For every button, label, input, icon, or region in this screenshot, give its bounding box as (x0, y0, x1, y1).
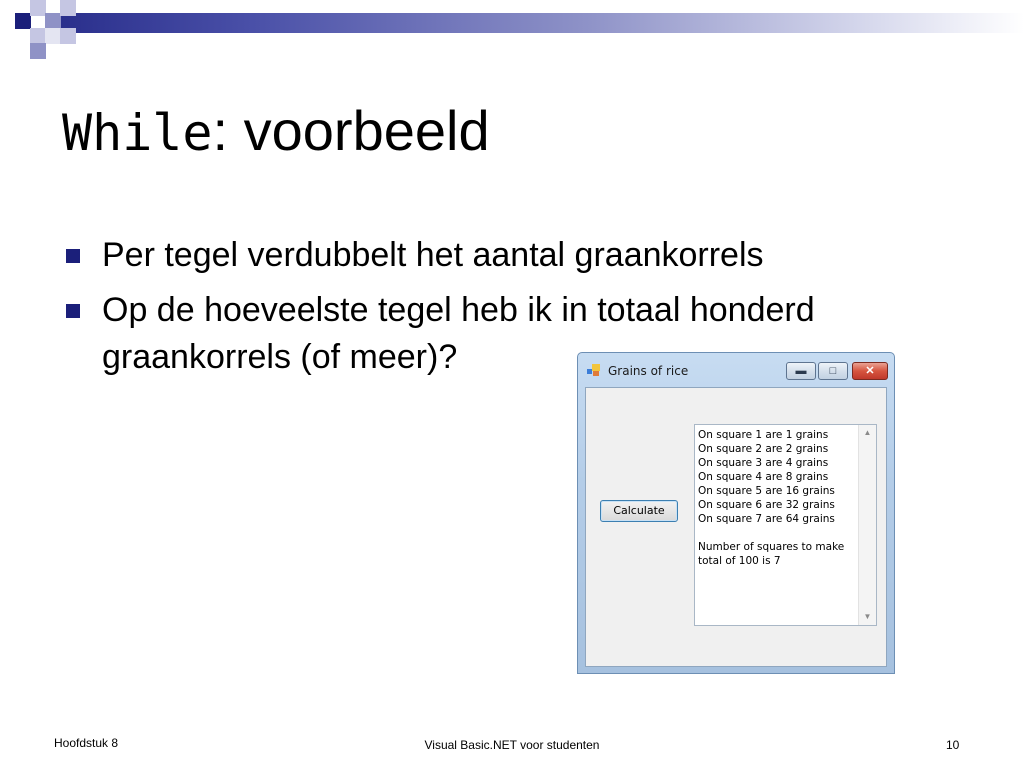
bullet-text: Per tegel verdubbelt het aantal graankorrels (102, 236, 764, 274)
list-item: On square 7 are 64 grains (698, 513, 835, 525)
list-item: total of 100 is 7 (698, 555, 781, 567)
window-title: Grains of rice (608, 364, 689, 378)
header-decoration (0, 0, 1024, 62)
deco-square (60, 0, 76, 16)
minimize-button[interactable] (786, 362, 816, 380)
bullet-text: Op de hoeveelste tegel heb ik in totaal honderd graankorrels (of meer)? (102, 291, 815, 376)
results-listbox[interactable] (694, 424, 877, 626)
results-lines (698, 428, 858, 568)
close-button[interactable] (852, 362, 888, 380)
footer-page-number: 10 (946, 738, 960, 752)
grains-of-rice-window (577, 352, 895, 674)
scroll-up-arrow-icon[interactable]: ▲ (863, 428, 872, 437)
deco-square (45, 13, 61, 29)
deco-square (0, 0, 16, 16)
title-text: : voorbeeld (212, 99, 490, 162)
bullet-square-icon (66, 304, 80, 318)
list-item: On square 2 are 2 grains (698, 443, 829, 455)
maximize-button[interactable] (818, 362, 848, 380)
window-client-area (585, 387, 887, 667)
list-item (698, 526, 858, 540)
deco-square (60, 28, 76, 44)
list-item: On square 3 are 4 grains (698, 457, 829, 469)
slide-title (62, 96, 490, 166)
deco-square (30, 0, 46, 16)
list-item: Number of squares to make (698, 541, 845, 553)
calculate-button[interactable]: Calculate (600, 500, 678, 522)
deco-square (45, 28, 61, 44)
list-item: On square 6 are 32 grains (698, 499, 835, 511)
footer-course-text: Visual Basic.NET voor studenten (424, 738, 600, 752)
list-item: On square 4 are 8 grains (698, 471, 829, 483)
maximize-icon: □ (829, 365, 837, 377)
title-code-keyword: While (62, 104, 213, 162)
list-item: On square 1 are 1 grains (698, 429, 829, 441)
footer-chapter: Hoofdstuk 8 (54, 736, 119, 750)
window-titlebar[interactable] (578, 353, 894, 387)
scroll-down-arrow-icon[interactable]: ▼ (863, 612, 872, 621)
listbox-scrollbar[interactable] (858, 425, 876, 625)
deco-square (15, 13, 31, 29)
bullet-item (64, 232, 964, 279)
deco-square (30, 28, 46, 44)
app-icon (587, 364, 601, 376)
bullet-square-icon (66, 249, 80, 263)
footer-course (0, 738, 1024, 752)
deco-square (30, 43, 46, 59)
minimize-icon: ▬ (795, 365, 807, 377)
close-icon: ✕ (865, 365, 875, 377)
list-item: On square 5 are 16 grains (698, 485, 835, 497)
header-gradient-bar (60, 13, 1024, 33)
